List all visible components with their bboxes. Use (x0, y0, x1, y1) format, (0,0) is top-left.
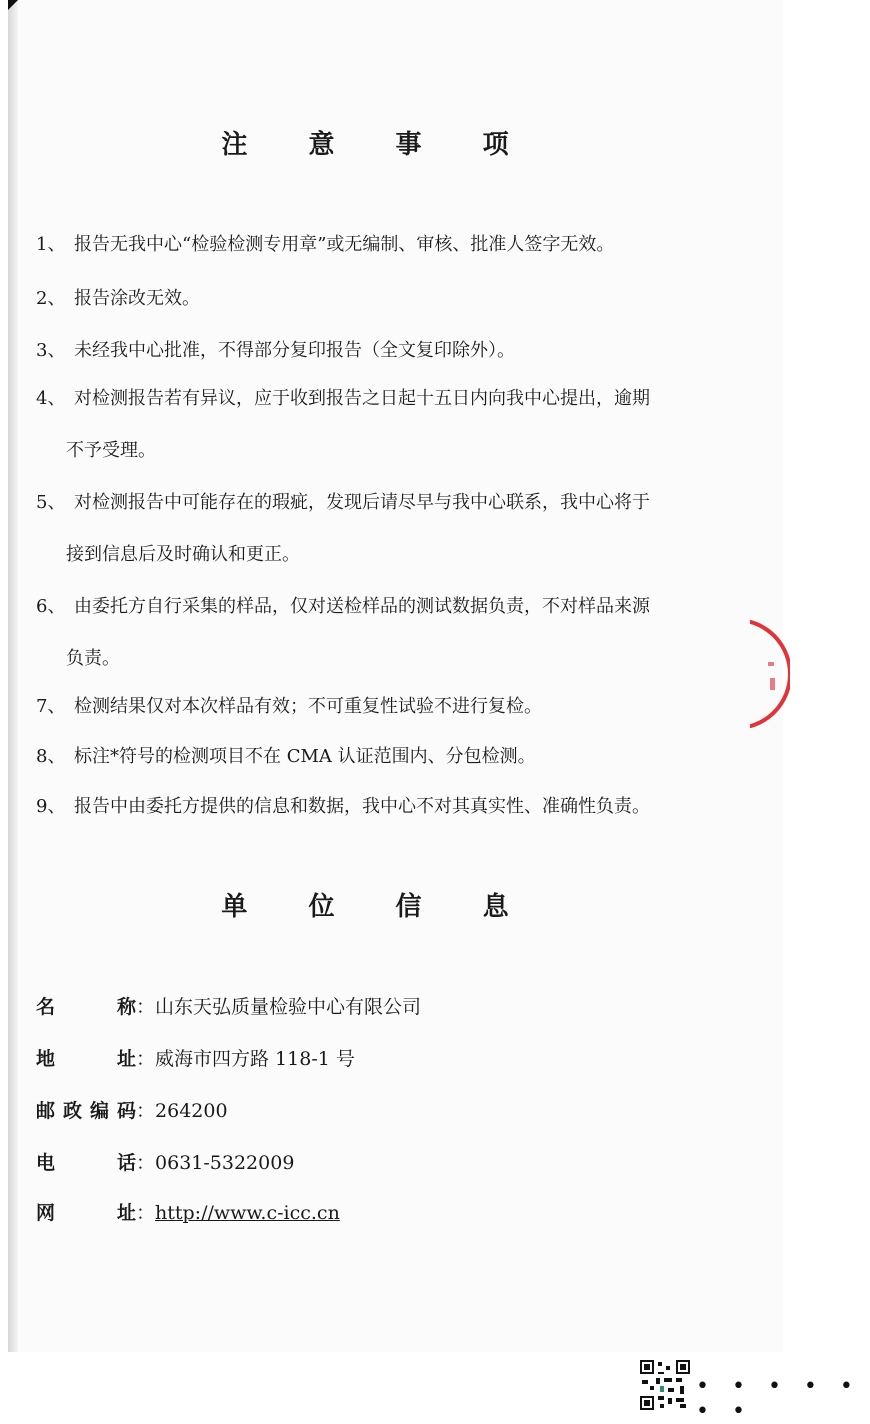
info-label: 地 址 (36, 1048, 136, 1070)
notice-item (36, 386, 726, 464)
notice-item-continuation: 接到信息后及时确认和更正。 (66, 544, 300, 565)
notice-item-number: 8、 (36, 746, 66, 767)
notice-item-continuation: 不予受理。 (66, 440, 156, 461)
info-value: 0631-5322009 (155, 1152, 295, 1174)
notice-item-number: 4、 (36, 388, 66, 409)
seal-stamp-icon (750, 618, 790, 728)
qr-code-icon (640, 1360, 690, 1410)
notice-item-text: 对检测报告若有异议，应于收到报告之日起十五日内向我中心提出，逾期 (74, 388, 650, 409)
notice-item-text: 标注*符号的检测项目不在 CMA 认证范围内、分包检测。 (74, 746, 536, 767)
notice-item-text: 报告涂改无效。 (74, 288, 200, 309)
info-value: 山东天弘质量检验中心有限公司 (155, 996, 422, 1018)
info-row-phone: 电 话：0631-5322009 (36, 1152, 295, 1174)
notice-item-number: 1、 (36, 234, 66, 255)
notice-item-number: 5、 (36, 492, 66, 513)
website-link[interactable]: http://www.c-icc.cn (155, 1202, 340, 1224)
info-label: 网 址 (36, 1202, 136, 1224)
notice-item-continuation: 负责。 (66, 648, 120, 669)
footer-dots: • • • • • • • (696, 1374, 861, 1424)
info-label: 名 称 (36, 996, 136, 1018)
notice-item-text: 由委托方自行采集的样品，仅对送检样品的测试数据负责，不对样品来源 (74, 596, 650, 617)
notice-item (36, 694, 726, 720)
info-label: 电 话 (36, 1152, 136, 1174)
notice-title: 注 意 事 项 (221, 130, 535, 160)
notice-item-text: 报告中由委托方提供的信息和数据，我中心不对其真实性、准确性负责。 (74, 796, 650, 817)
corner-mark (8, 0, 18, 10)
notice-item (36, 286, 726, 312)
notice-item (36, 744, 726, 770)
notice-item-number: 2、 (36, 288, 66, 309)
notice-item (36, 794, 726, 820)
unit-info-title: 单 位 信 息 (221, 892, 535, 922)
notice-item-text: 检测结果仅对本次样品有效；不可重复性试验不进行复检。 (74, 696, 542, 717)
page-edge-shadow (8, 0, 18, 1352)
info-value: 威海市四方路 118-1 号 (155, 1048, 355, 1070)
notice-item (36, 232, 726, 258)
notice-item (36, 490, 726, 568)
notice-item (36, 338, 726, 364)
notice-item-number: 9、 (36, 796, 66, 817)
info-value: 264200 (155, 1100, 228, 1122)
info-row-name: 名 称：山东天弘质量检验中心有限公司 (36, 996, 422, 1018)
notice-item-text: 对检测报告中可能存在的瑕疵，发现后请尽早与我中心联系，我中心将于 (74, 492, 650, 513)
notice-item-text: 未经我中心批准，不得部分复印报告（全文复印除外）。 (74, 340, 515, 361)
notice-item (36, 594, 726, 672)
info-row-address: 地 址：威海市四方路 118-1 号 (36, 1048, 355, 1070)
notice-item-number: 7、 (36, 696, 66, 717)
notice-item-number: 6、 (36, 596, 66, 617)
info-label: 邮政编码 (36, 1100, 136, 1122)
notice-item-number: 3、 (36, 340, 66, 361)
info-row-website: 网 址：http://www.c-icc.cn (36, 1202, 340, 1224)
notice-item-text: 报告无我中心“检验检测专用章”或无编制、审核、批准人签字无效。 (74, 234, 615, 255)
info-row-postcode: 邮政编码：264200 (36, 1100, 228, 1122)
document-page (8, 0, 783, 1352)
